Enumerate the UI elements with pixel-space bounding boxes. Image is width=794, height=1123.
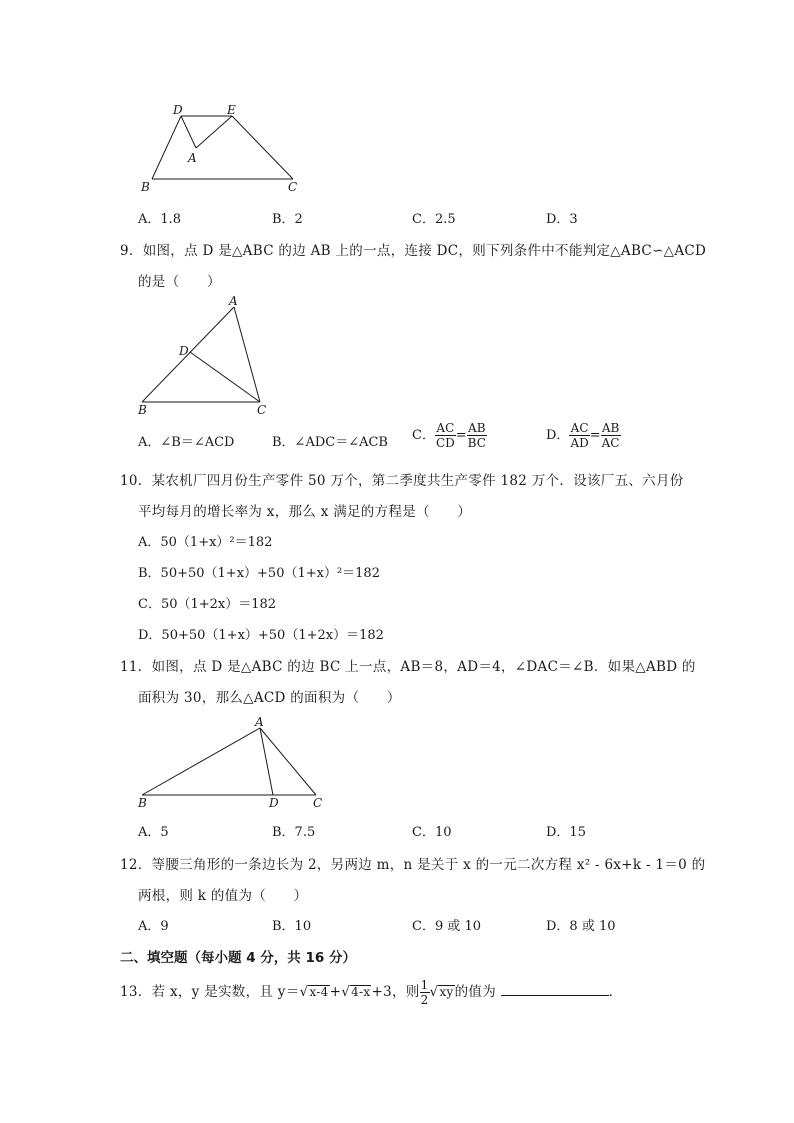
fraction-ac-ad: $\frac{AC}{AD}$ (570, 421, 589, 450)
q11-option-a: A．5 (138, 825, 169, 840)
label-B: B (138, 403, 147, 417)
segment-AC (234, 307, 260, 402)
label-B: B (138, 796, 147, 810)
segment-DA (181, 116, 196, 148)
q12-stem-line1: 12．等腰三角形的一条边长为 2，另两边 m，n 是关于 x 的一元二次方程 x² - 6x+k - 1＝0 的 (120, 857, 706, 873)
q11-stem-line1: 11．如图，点 D 是△ABC 的边 BC 上一点，AB＝8，AD＝4，∠DAC＝∠B．如果△ABD 的 (120, 659, 696, 675)
q13-radicand-2: 4-x (351, 985, 371, 999)
q12-option-b: B．10 (272, 919, 312, 934)
q9-option-c-prefix: C． (412, 428, 435, 443)
q13-end-period: ． (608, 984, 623, 1000)
q13-text-1: 13．若 x，y 是实数，且 y＝ (120, 984, 300, 1000)
q8-option-b: B．2 (272, 212, 303, 227)
q9-option-d-prefix: D． (546, 428, 570, 443)
q11-stem-line2: 面积为 30，那么△ACD 的面积为（ ） (138, 690, 401, 706)
segment-BD (152, 116, 181, 179)
q12-option-a: A．9 (138, 919, 169, 934)
q12-option-d: D．8 或 10 (546, 919, 616, 934)
fraction-ab-ac: $\frac{AB}{AC}$ (601, 421, 620, 450)
q8-option-c: C．2.5 (412, 212, 456, 227)
segment-AC (260, 728, 316, 795)
q10-option-d: D．50+50（1+x）+50（1+2x）＝182 (138, 628, 384, 643)
plus-sign: + (329, 984, 342, 1000)
q13-text-2: +3，则 (371, 984, 420, 1000)
label-C: C (257, 403, 267, 417)
label-E: E (227, 103, 236, 117)
q9-option-d (546, 421, 621, 450)
label-A: A (255, 715, 264, 729)
q8-figure (135, 98, 315, 198)
q8-option-d: D．3 (546, 212, 578, 227)
q12-option-c: C．9 或 10 (412, 919, 482, 934)
q9-option-a: A．∠B＝∠ACD (138, 435, 235, 450)
q12-stem-line2: 两根，则 k 的值为（ ） (138, 888, 308, 904)
label-B: B (141, 180, 150, 194)
label-A: A (188, 151, 197, 165)
label-A: A (229, 294, 238, 308)
q13-stem (120, 978, 622, 1007)
label-C: C (288, 180, 298, 194)
segment-DC (190, 352, 260, 402)
q13-text-3: 的值为 (454, 984, 496, 1000)
equals-sign: = (455, 428, 467, 443)
fraction-one-half: $\frac{1}{2}$ (420, 978, 429, 1007)
label-C: C (313, 796, 323, 810)
sqrt-radical: √ (299, 984, 309, 1000)
q11-option-c: C．10 (412, 825, 452, 840)
q9-option-c (412, 421, 487, 450)
segment-AD (260, 728, 273, 795)
q13-radicand-3: xy (439, 985, 454, 999)
q9-stem-line2: 的是（ ） (138, 274, 221, 290)
q10-option-a: A．50（1+x）²＝182 (138, 535, 273, 550)
q8-option-a: A．1.8 (138, 212, 182, 227)
fraction-ac-cd: $\frac{AC}{CD}$ (435, 421, 455, 450)
segment-AE (196, 116, 232, 148)
label-D: D (179, 344, 189, 358)
sqrt-radical: √ (341, 984, 351, 1000)
q9-figure (130, 292, 280, 417)
label-D: D (173, 103, 183, 117)
q10-option-c: C．50（1+2x）＝182 (138, 597, 277, 612)
q11-figure (130, 710, 340, 815)
section-heading-fill-in: 二、填空题（每小题 4 分，共 16 分） (120, 950, 356, 966)
q10-stem-line2: 平均每月的增长率为 x，那么 x 满足的方程是（ ） (138, 504, 472, 520)
q11-option-b: B．7.5 (272, 825, 316, 840)
q10-option-b: B．50+50（1+x）+50（1+x）²＝182 (138, 566, 380, 581)
answer-blank[interactable] (501, 983, 609, 996)
segment-EC (232, 116, 293, 179)
q11-option-d: D．15 (546, 825, 586, 840)
sqrt-radical: √ (429, 984, 439, 1000)
equals-sign: = (589, 428, 601, 443)
segment-AB (142, 728, 260, 795)
q9-stem-line1: 9．如图，点 D 是△ABC 的边 AB 上的一点，连接 DC，则下列条件中不能判定△ABC∽△ACD (120, 243, 707, 259)
fraction-ab-bc: $\frac{AB}{BC}$ (467, 421, 486, 450)
q9-option-b: B．∠ADC＝∠ACB (272, 435, 388, 450)
q10-stem-line1: 10．某农机厂四月份生产零件 50 万个，第二季度共生产零件 182 万个．设该厂五、六月份 (120, 473, 684, 489)
label-D: D (269, 796, 279, 810)
q13-radicand-1: x-4 (309, 985, 329, 999)
